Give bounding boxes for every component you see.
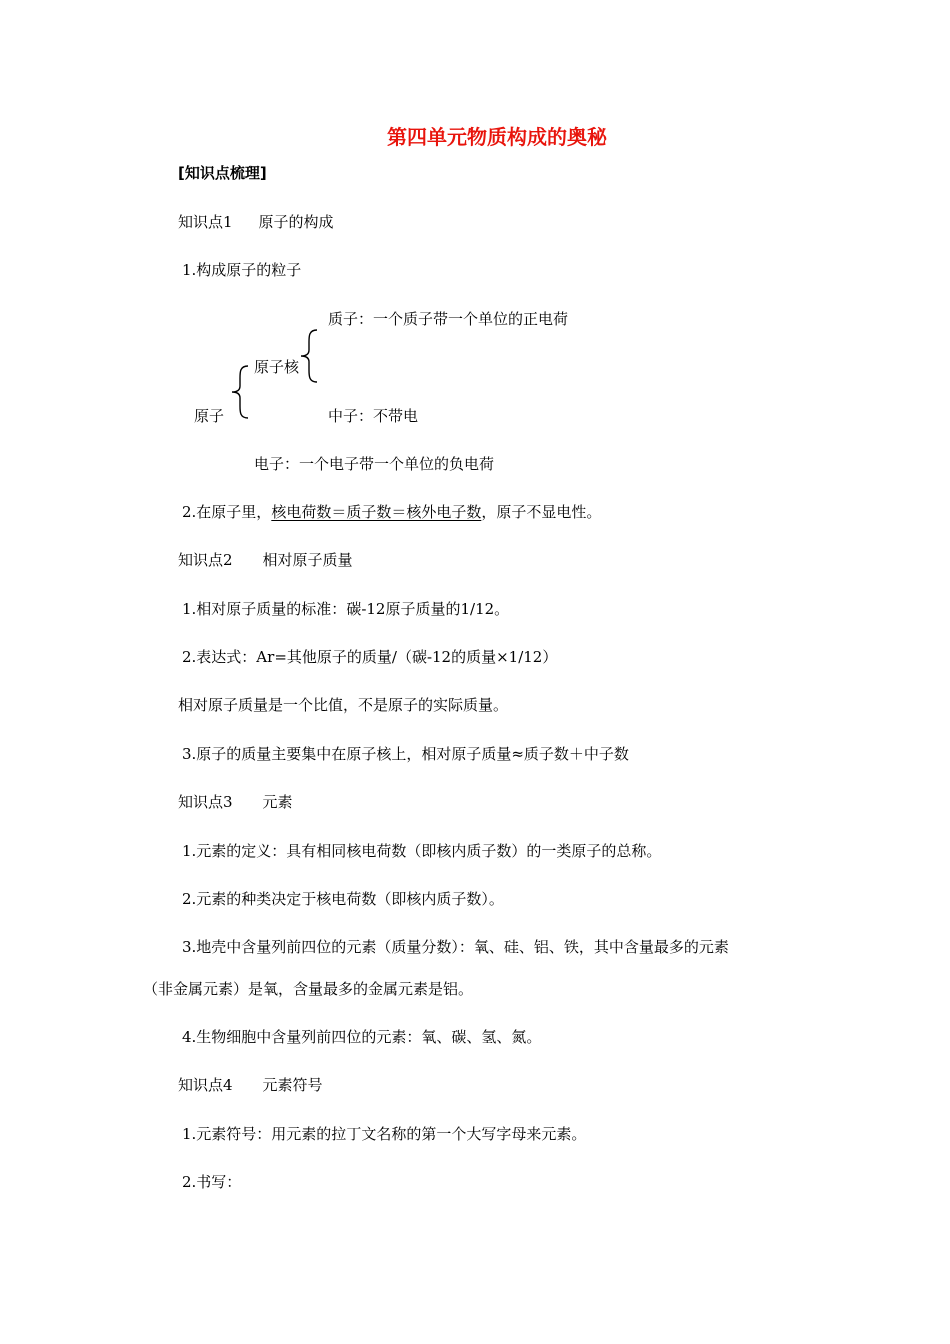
charge-equality-underlined: 核电荷数＝质子数＝核外电子数 bbox=[271, 503, 482, 521]
kp3-item-3-line-2: （非金属元素）是氧，含量最多的金属元素是铝。 bbox=[143, 980, 474, 998]
kp3-item-3-line-1: 3.地壳中含量列前四位的元素（质量分数）：氧、硅、铝、铁，其中含量最多的元素 bbox=[182, 938, 729, 956]
kp2-item-1: 1.相对原子质量的标准：碳-12原子质量的1/12。 bbox=[182, 600, 510, 618]
kp2-item-2: 2.表达式：Ar=其他原子的质量/（碳-12的质量×1/12） bbox=[182, 648, 558, 666]
atom-brace bbox=[229, 364, 251, 420]
kp3-label: 知识点3 bbox=[178, 793, 233, 811]
kp2-heading bbox=[178, 550, 353, 570]
kp4-topic: 元素符号 bbox=[262, 1076, 323, 1094]
kp1-label: 知识点1 bbox=[178, 213, 233, 231]
kp1-item-2-suffix: ，原子不显电性。 bbox=[481, 503, 602, 521]
electron-text: 电子：一个电子带一个单位的负电荷 bbox=[254, 455, 495, 473]
kp3-item-2: 2.元素的种类决定于核电荷数（即核内质子数）。 bbox=[182, 890, 504, 908]
kp3-heading bbox=[178, 792, 293, 812]
kp4-item-2: 2.书写： bbox=[182, 1173, 242, 1191]
kp3-item-1: 1.元素的定义：具有相同核电荷数（即核内质子数）的一类原子的总称。 bbox=[182, 842, 662, 860]
section-header: [知识点梳理] bbox=[178, 164, 267, 182]
kp2-topic: 相对原子质量 bbox=[262, 551, 353, 569]
kp1-item-1: 1.构成原子的粒子 bbox=[182, 261, 302, 279]
atom-label: 原子 bbox=[194, 407, 225, 425]
kp2-note: 相对原子质量是一个比值，不是原子的实际质量。 bbox=[178, 696, 509, 714]
kp1-item-2-prefix: 2.在原子里， bbox=[182, 503, 272, 521]
proton-text: 质子：一个质子带一个单位的正电荷 bbox=[328, 310, 569, 328]
kp4-label: 知识点4 bbox=[178, 1076, 233, 1094]
kp2-label: 知识点2 bbox=[178, 551, 233, 569]
kp4-item-1: 1.元素符号：用元素的拉丁文名称的第一个大写字母来元素。 bbox=[182, 1125, 587, 1143]
kp1-topic: 原子的构成 bbox=[258, 213, 334, 231]
nucleus-brace bbox=[298, 328, 320, 384]
kp1-heading bbox=[178, 212, 334, 232]
neutron-text: 中子：不带电 bbox=[328, 407, 419, 425]
page-title: 第四单元物质构成的奥秘 bbox=[387, 125, 607, 149]
kp4-heading bbox=[178, 1075, 323, 1095]
kp3-topic: 元素 bbox=[262, 793, 293, 811]
kp1-item-2 bbox=[182, 502, 601, 522]
kp2-item-3: 3.原子的质量主要集中在原子核上，相对原子质量≈质子数＋中子数 bbox=[182, 745, 629, 763]
kp3-item-4: 4.生物细胞中含量列前四位的元素：氧、碳、氢、氮。 bbox=[182, 1028, 542, 1046]
nucleus-label: 原子核 bbox=[254, 358, 300, 376]
